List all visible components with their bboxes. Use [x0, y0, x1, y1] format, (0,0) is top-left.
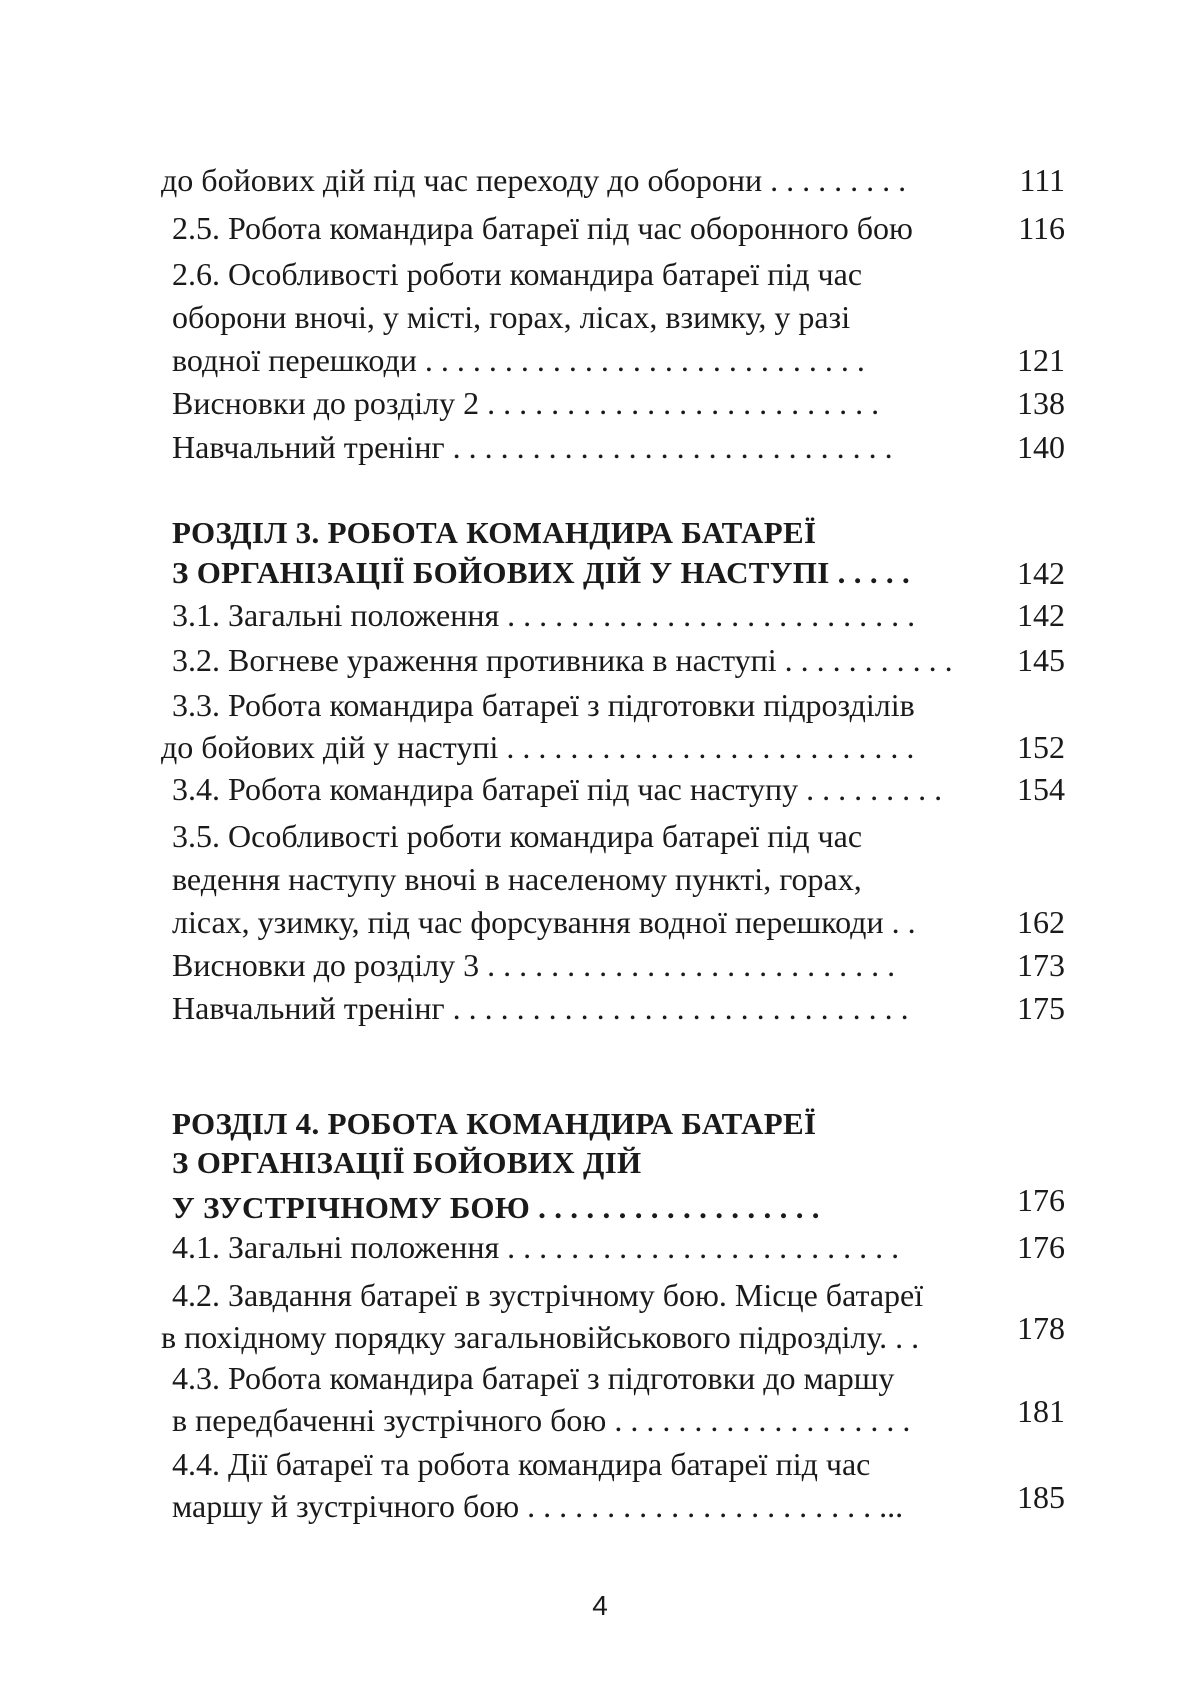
toc-entry-text: Висновки до розділу 3 . . . . . . . . . . . . . . . . . . . . . . . . . .: [172, 947, 896, 983]
toc-entry-text: 3.4. Робота командира батареї під час наступу . . . . . . . . .: [172, 771, 943, 807]
toc-page-number: 138: [1017, 385, 1065, 421]
toc-page-number: 152: [1017, 729, 1065, 765]
toc-entry-text: Висновки до розділу 2 . . . . . . . . . . . . . . . . . . . . . . . . .: [172, 385, 880, 421]
toc-page-number: 176: [1017, 1182, 1065, 1218]
toc-entry-text: 2.6. Особливості роботи командира батареї під час: [172, 256, 863, 292]
section-heading: РОЗДІЛ 4. РОБОТА КОМАНДИРА БАТАРЕЇ: [172, 1106, 817, 1141]
toc-page-number: 162: [1017, 904, 1065, 940]
toc-entry-text: оборони вночі, у місті, горах, лісах, взимку, у разі: [172, 299, 851, 335]
toc-page-number: 121: [1017, 342, 1065, 378]
toc-entry-text: 2.5. Робота командира батареї під час оборонного бою: [172, 210, 913, 246]
section-heading: У ЗУСТРІЧНОМУ БОЮ . . . . . . . . . . . . . . . . . .: [172, 1190, 820, 1225]
toc-entry-text: до бойових дій під час переходу до оборони . . . . . . . . .: [161, 162, 907, 198]
toc-page-number: 111: [1019, 162, 1065, 198]
toc-entry-text: в передбаченні зустрічного бою . . . . . . . . . . . . . . . . . . .: [172, 1402, 911, 1438]
toc-entry-text: 4.4. Дії батареї та робота командира батареї під час: [172, 1446, 871, 1482]
toc-entry-text: 3.1. Загальні положення . . . . . . . . . . . . . . . . . . . . . . . . . .: [172, 597, 916, 633]
toc-page-number: 116: [1018, 210, 1065, 246]
toc-entry-text: 3.5. Особливості роботи командира батареї під час: [172, 818, 863, 854]
toc-page-number: 176: [1017, 1229, 1065, 1265]
toc-page-number: 142: [1017, 555, 1065, 591]
page-number: 4: [592, 1590, 608, 1621]
toc-page-number: 145: [1017, 642, 1065, 678]
toc-entry-text: лісах, узимку, під час форсування водної перешкоди . .: [172, 904, 916, 940]
toc-entry-text: 3.3. Робота командира батареї з підготовки підрозділів: [172, 687, 915, 723]
toc-entry-text: Навчальний тренінг . . . . . . . . . . . . . . . . . . . . . . . . . . . . .: [172, 990, 909, 1026]
toc-page-number: 181: [1017, 1393, 1065, 1429]
toc-page-number: 175: [1017, 990, 1065, 1026]
section-heading: З ОРГАНІЗАЦІЇ БОЙОВИХ ДІЙ У НАСТУПІ . . . . .: [172, 555, 911, 590]
toc-page-number: 185: [1017, 1479, 1065, 1515]
section-heading: РОЗДІЛ 3. РОБОТА КОМАНДИРА БАТАРЕЇ: [172, 515, 817, 550]
toc-entry-text: маршу й зустрічного бою . . . . . . . . . . . . . . . . . . . . . . ...: [172, 1488, 904, 1524]
toc-entry-text: 3.2. Вогневе ураження противника в наступі . . . . . . . . . . .: [172, 642, 953, 678]
toc-entry-text: 4.1. Загальні положення . . . . . . . . . . . . . . . . . . . . . . . . .: [172, 1229, 900, 1265]
toc-entry-text: 4.3. Робота командира батареї з підготовки до маршу: [172, 1360, 895, 1396]
toc-page-number: 173: [1017, 947, 1065, 983]
toc-entry-text: водної перешкоди . . . . . . . . . . . . . . . . . . . . . . . . . . . .: [172, 342, 865, 378]
toc-entry-text: 4.2. Завдання батареї в зустрічному бою. Місце батареї: [172, 1277, 924, 1313]
toc-entry-text: ведення наступу вночі в населеному пункті, горах,: [172, 861, 862, 897]
section-heading: З ОРГАНІЗАЦІЇ БОЙОВИХ ДІЙ: [172, 1145, 642, 1180]
toc-page-number: 154: [1017, 771, 1065, 807]
toc-page-number: 178: [1017, 1310, 1065, 1346]
toc-entry-text: до бойових дій у наступі . . . . . . . . . . . . . . . . . . . . . . . . . .: [161, 729, 915, 765]
toc-entry-text: в похідному порядку загальновійськового підрозділу. . .: [161, 1319, 920, 1355]
toc-entry-text: Навчальний тренінг . . . . . . . . . . . . . . . . . . . . . . . . . . . .: [172, 429, 893, 465]
toc-page-number: 140: [1017, 429, 1065, 465]
toc-page-number: 142: [1017, 597, 1065, 633]
